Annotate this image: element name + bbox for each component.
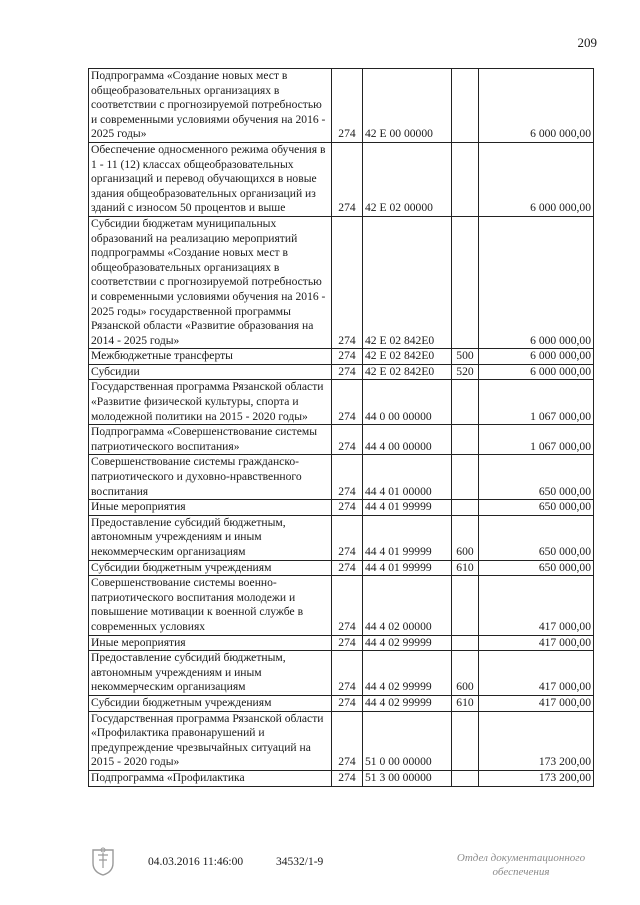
row-amount: 173 200,00 (479, 711, 594, 770)
table-row (89, 380, 594, 425)
table-row (89, 500, 594, 516)
table-row (89, 515, 594, 560)
row-expense-type (452, 500, 479, 516)
row-amount: 1 067 000,00 (479, 425, 594, 455)
row-amount: 6 000 000,00 (479, 364, 594, 380)
row-ministry-code: 274 (332, 576, 363, 635)
row-amount: 6 000 000,00 (479, 349, 594, 365)
table-row (89, 560, 594, 576)
row-name: Субсидии бюджетным учреждениям (89, 695, 332, 711)
row-name: Подпрограмма «Профилактика (89, 770, 332, 786)
row-ministry-code: 274 (332, 500, 363, 516)
row-expense-type (452, 576, 479, 635)
row-target-article: 44 4 00 00000 (363, 425, 452, 455)
row-ministry-code: 274 (332, 560, 363, 576)
row-amount: 650 000,00 (479, 515, 594, 560)
table-row (89, 349, 594, 365)
table-row (89, 711, 594, 770)
row-amount: 6 000 000,00 (479, 216, 594, 348)
row-expense-type (452, 455, 479, 500)
row-target-article: 42 Е 00 00000 (363, 69, 452, 143)
row-name: Предоставление субсидий бюджетным, автономным учреждениям и иным некоммерческим организациям (89, 651, 332, 696)
table-row (89, 695, 594, 711)
row-target-article: 44 4 02 00000 (363, 576, 452, 635)
row-name: Государственная программа Рязанской области «Профилактика правонарушений и предупреждение чрезвычайных ситуаций на 2015 - 2020 годы» (89, 711, 332, 770)
row-amount: 1 067 000,00 (479, 380, 594, 425)
table-row (89, 69, 594, 143)
budget-table (88, 68, 594, 787)
row-name: Субсидии бюджетам муниципальных образований на реализацию мероприятий подпрограммы «Создание новых мест в общеобразовательных организациях в соответствии с прогнозируемой потребностью и современными условиями обучения на 2016 - 2025 годы» государственной программы Рязанской области «Развитие образования на 2014 - 2025 годы» (89, 216, 332, 348)
table-row (89, 142, 594, 216)
table-row (89, 455, 594, 500)
row-target-article: 44 4 01 99999 (363, 500, 452, 516)
row-ministry-code: 274 (332, 455, 363, 500)
row-amount: 417 000,00 (479, 576, 594, 635)
row-name: Подпрограмма «Создание новых мест в общеобразовательных организациях в соответствии с прогнозируемой потребностью и современными условиями обучения на 2016 - 2025 годы» (89, 69, 332, 143)
footer-department-stamp: Отдел документационного обеспечения (456, 852, 586, 878)
row-amount: 417 000,00 (479, 635, 594, 651)
row-amount: 173 200,00 (479, 770, 594, 786)
row-amount: 6 000 000,00 (479, 142, 594, 216)
row-name: Совершенствование системы военно-патриотического воспитания молодежи и повышение мотивации к военной службе в современных условиях (89, 576, 332, 635)
row-ministry-code: 274 (332, 770, 363, 786)
row-name: Обеспечение односменного режима обучения в 1 - 11 (12) классах общеобразовательных организаций и перевод обучающихся в новые здания общеобразовательных организаций из зданий с износом 50 процентов и выше (89, 142, 332, 216)
table-row (89, 425, 594, 455)
row-expense-type (452, 770, 479, 786)
row-expense-type (452, 711, 479, 770)
row-target-article: 44 4 02 99999 (363, 695, 452, 711)
row-target-article: 44 4 01 99999 (363, 560, 452, 576)
table-row (89, 364, 594, 380)
coat-of-arms-icon (90, 846, 116, 876)
table-row (89, 576, 594, 635)
row-target-article: 51 3 00 00000 (363, 770, 452, 786)
row-target-article: 42 Е 02 842Е0 (363, 349, 452, 365)
row-name: Предоставление субсидий бюджетным, автономным учреждениям и иным некоммерческим организациям (89, 515, 332, 560)
row-expense-type (452, 425, 479, 455)
row-name: Субсидии бюджетным учреждениям (89, 560, 332, 576)
row-name: Совершенствование системы гражданско-патриотического и духовно-нравственного воспитания (89, 455, 332, 500)
row-name: Государственная программа Рязанской области «Развитие физической культуры, спорта и молодежной политики на 2015 - 2020 годы» (89, 380, 332, 425)
row-expense-type: 610 (452, 695, 479, 711)
row-name: Подпрограмма «Совершенствование системы патриотического воспитания» (89, 425, 332, 455)
row-target-article: 42 Е 02 00000 (363, 142, 452, 216)
row-ministry-code: 274 (332, 142, 363, 216)
page-number: 209 (577, 35, 597, 50)
row-target-article: 44 4 01 99999 (363, 515, 452, 560)
footer-doc-code: 34532/1-9 (276, 856, 324, 868)
row-expense-type (452, 635, 479, 651)
row-amount: 417 000,00 (479, 651, 594, 696)
row-ministry-code: 274 (332, 380, 363, 425)
table-row (89, 635, 594, 651)
row-ministry-code: 274 (332, 711, 363, 770)
footer-date: 04.03.2016 11:46:00 (148, 856, 244, 868)
row-target-article: 44 0 00 00000 (363, 380, 452, 425)
row-expense-type (452, 142, 479, 216)
row-ministry-code: 274 (332, 515, 363, 560)
row-target-article: 51 0 00 00000 (363, 711, 452, 770)
row-ministry-code: 274 (332, 635, 363, 651)
row-ministry-code: 274 (332, 349, 363, 365)
row-ministry-code: 274 (332, 425, 363, 455)
row-expense-type: 600 (452, 515, 479, 560)
row-target-article: 42 Е 02 842Е0 (363, 364, 452, 380)
row-name: Иные мероприятия (89, 635, 332, 651)
row-name: Субсидии (89, 364, 332, 380)
row-ministry-code: 274 (332, 216, 363, 348)
row-expense-type: 610 (452, 560, 479, 576)
row-expense-type (452, 69, 479, 143)
row-amount: 650 000,00 (479, 560, 594, 576)
row-expense-type (452, 216, 479, 348)
row-target-article: 44 4 02 99999 (363, 651, 452, 696)
row-ministry-code: 274 (332, 364, 363, 380)
table-row (89, 651, 594, 696)
row-expense-type: 500 (452, 349, 479, 365)
table-row (89, 216, 594, 348)
row-target-article: 44 4 01 00000 (363, 455, 452, 500)
row-name: Иные мероприятия (89, 500, 332, 516)
row-ministry-code: 274 (332, 69, 363, 143)
row-ministry-code: 274 (332, 695, 363, 711)
row-ministry-code: 274 (332, 651, 363, 696)
row-amount: 417 000,00 (479, 695, 594, 711)
row-expense-type: 520 (452, 364, 479, 380)
row-amount: 650 000,00 (479, 455, 594, 500)
row-amount: 6 000 000,00 (479, 69, 594, 143)
row-target-article: 42 Е 02 842Е0 (363, 216, 452, 348)
row-target-article: 44 4 02 99999 (363, 635, 452, 651)
table-row (89, 770, 594, 786)
row-expense-type (452, 380, 479, 425)
row-amount: 650 000,00 (479, 500, 594, 516)
row-expense-type: 600 (452, 651, 479, 696)
row-name: Межбюджетные трансферты (89, 349, 332, 365)
